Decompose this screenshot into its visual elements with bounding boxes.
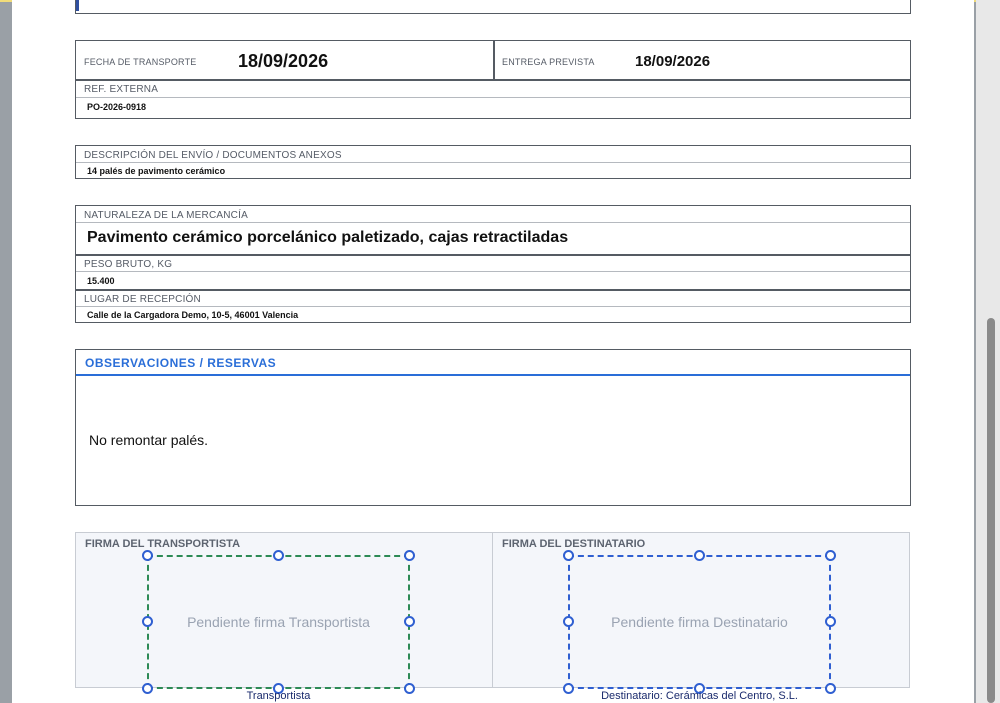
recipient-signature-title: FIRMA DEL DESTINATARIO bbox=[502, 538, 646, 550]
goods-section bbox=[75, 205, 911, 323]
delivery-date-value: 18/09/2026 bbox=[635, 53, 711, 70]
row-divider bbox=[76, 97, 910, 98]
resize-handle-ne[interactable] bbox=[404, 550, 415, 561]
carrier-signature-placeholder: Pendiente firma Transportista bbox=[187, 614, 370, 630]
recipient-signature-name: Destinatario: Cerámicas del Centro, S.L. bbox=[601, 690, 798, 702]
resize-handle-w[interactable] bbox=[563, 616, 574, 627]
row-divider bbox=[76, 222, 910, 223]
carrier-signature-title: FIRMA DEL TRANSPORTISTA bbox=[85, 538, 241, 550]
nature-label: NATURALEZA DE LA MERCANCÍA bbox=[84, 210, 248, 221]
external-ref-label: REF. EXTERNA bbox=[84, 84, 159, 95]
row-divider bbox=[76, 271, 910, 272]
previous-section-box bbox=[75, 0, 911, 14]
observations-text[interactable]: No remontar palés. bbox=[89, 432, 209, 448]
section-marker bbox=[76, 0, 79, 11]
recipient-signature-box[interactable] bbox=[568, 555, 831, 689]
row-divider bbox=[76, 254, 910, 256]
reception-value: Calle de la Cargadora Demo, 10-5, 46001 Valencia bbox=[87, 310, 299, 320]
resize-handle-nw[interactable] bbox=[563, 550, 574, 561]
observations-title: OBSERVACIONES / RESERVAS bbox=[85, 356, 277, 370]
row-divider bbox=[76, 289, 910, 291]
resize-handle-e[interactable] bbox=[404, 616, 415, 627]
resize-handle-n[interactable] bbox=[694, 550, 705, 561]
row-divider bbox=[76, 306, 910, 307]
resize-handle-e[interactable] bbox=[825, 616, 836, 627]
description-label: DESCRIPCIÓN DEL ENVÍO / DOCUMENTOS ANEXOS bbox=[84, 150, 342, 161]
scrollbar-thumb[interactable] bbox=[987, 318, 995, 703]
external-ref-value: PO-2026-0918 bbox=[87, 102, 147, 112]
resize-handle-w[interactable] bbox=[142, 616, 153, 627]
resize-handle-ne[interactable] bbox=[825, 550, 836, 561]
cell-divider bbox=[493, 41, 495, 79]
description-value: 14 palés de pavimento cerámico bbox=[87, 166, 226, 176]
signature-divider bbox=[492, 532, 493, 688]
description-section bbox=[75, 145, 911, 179]
carrier-signature-box[interactable] bbox=[147, 555, 410, 689]
resize-handle-nw[interactable] bbox=[142, 550, 153, 561]
recipient-signature-placeholder: Pendiente firma Destinatario bbox=[611, 614, 788, 630]
weight-value: 15.400 bbox=[87, 276, 115, 286]
transport-date-value: 18/09/2026 bbox=[238, 51, 329, 71]
delivery-date-label: ENTREGA PREVISTA bbox=[502, 57, 595, 67]
reception-label: LUGAR DE RECEPCIÓN bbox=[84, 294, 201, 305]
transport-date-label: FECHA DE TRANSPORTE bbox=[84, 57, 197, 67]
transport-section bbox=[75, 40, 911, 119]
observations-section bbox=[75, 349, 911, 506]
row-divider bbox=[76, 79, 910, 81]
nature-value: Pavimento cerámico porcelánico paletizado, cajas retractiladas bbox=[87, 229, 569, 246]
carrier-signature-name: Transportista bbox=[246, 690, 311, 702]
row-divider bbox=[76, 162, 910, 163]
resize-handle-n[interactable] bbox=[273, 550, 284, 561]
weight-label: PESO BRUTO, KG bbox=[84, 259, 173, 270]
observations-divider bbox=[76, 374, 910, 376]
